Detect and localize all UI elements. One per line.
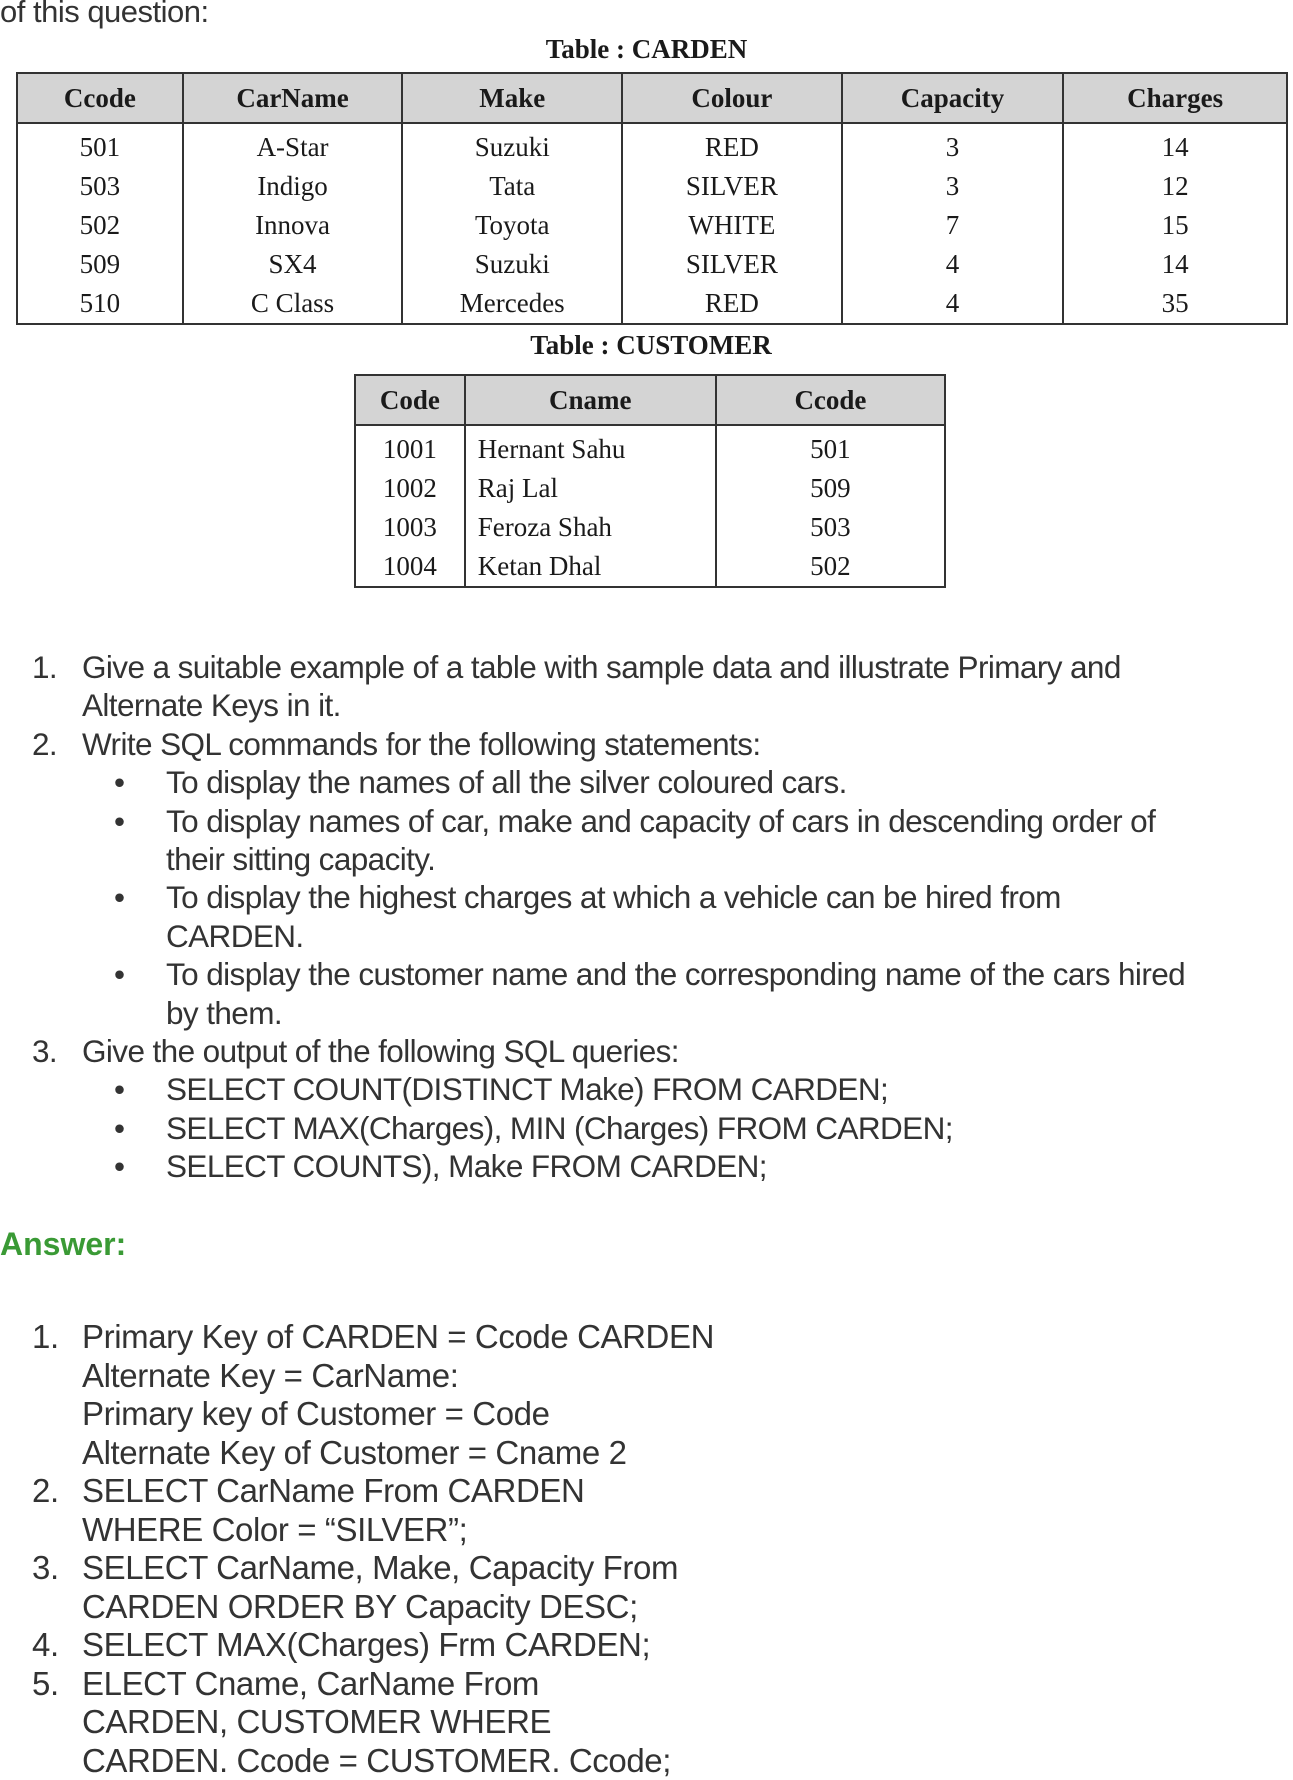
carden-header-row — [17, 73, 1287, 123]
bullet-text-line: To display the highest charges at which a vehicle can be hired from — [166, 878, 1293, 916]
carden-header-make: Make — [402, 73, 622, 123]
table-row — [355, 469, 945, 508]
answer-continued — [0, 1588, 1293, 1627]
carden-table — [16, 72, 1288, 325]
question-3-bullet — [0, 1147, 1293, 1185]
question-2-bullet — [0, 763, 1293, 801]
cell-make: Toyota — [402, 206, 622, 245]
cell-charges: 14 — [1063, 123, 1287, 167]
answer-number: 1. — [32, 1318, 72, 1357]
cell-carname: SX4 — [183, 245, 403, 284]
customer-header-code: Code — [355, 375, 465, 425]
bullet-continued — [0, 840, 1293, 878]
cell-cname: Ketan Dhal — [465, 547, 716, 587]
bullet-icon: • — [114, 802, 124, 840]
customer-table — [354, 374, 946, 588]
cell-charges: 14 — [1063, 245, 1287, 284]
answer-item-5 — [0, 1665, 1293, 1704]
cell-make: Suzuki — [402, 245, 622, 284]
answer-continued — [0, 1511, 1293, 1550]
cell-make: Mercedes — [402, 284, 622, 324]
bullet-continued — [0, 994, 1293, 1032]
cell-cname: Hernant Sahu — [465, 425, 716, 469]
cell-ccode: 509 — [17, 245, 183, 284]
carden-table-caption: Table : CARDEN — [0, 34, 1293, 65]
answer-text-line: ELECT Cname, CarName From — [82, 1665, 1293, 1704]
bullet-continued — [0, 917, 1293, 955]
question-number: 1. — [32, 648, 72, 686]
cell-cname: Raj Lal — [465, 469, 716, 508]
question-3-bullet — [0, 1109, 1293, 1147]
intro-text: of this question: — [0, 0, 209, 30]
cell-ccode: 502 — [17, 206, 183, 245]
question-1-continued — [0, 686, 1293, 724]
cell-colour: SILVER — [622, 167, 842, 206]
answer-number: 5. — [32, 1665, 72, 1704]
cell-capacity: 4 — [842, 284, 1064, 324]
answer-continued — [0, 1395, 1293, 1434]
table-row — [355, 508, 945, 547]
question-text-line: Write SQL commands for the following statements: — [82, 725, 1293, 763]
cell-ccode: 503 — [17, 167, 183, 206]
answer-text-line: Primary key of Customer = Code — [82, 1395, 1293, 1434]
bullet-text-line: by them. — [166, 994, 1293, 1032]
cell-make: Tata — [402, 167, 622, 206]
cell-capacity: 3 — [842, 123, 1064, 167]
table-row — [17, 284, 1287, 324]
cell-code: 1004 — [355, 547, 465, 587]
answer-text-line: CARDEN, CUSTOMER WHERE — [82, 1703, 1293, 1742]
bullet-icon: • — [114, 955, 124, 993]
question-number: 2. — [32, 725, 72, 763]
customer-table-caption: Table : CUSTOMER — [355, 330, 947, 361]
answer-text-line: Alternate Key of Customer = Cname 2 — [82, 1434, 1293, 1473]
answer-item-1 — [0, 1318, 1293, 1357]
cell-charges: 12 — [1063, 167, 1287, 206]
cell-colour: WHITE — [622, 206, 842, 245]
cell-cname: Feroza Shah — [465, 508, 716, 547]
cell-capacity: 7 — [842, 206, 1064, 245]
bullet-text-line: CARDEN. — [166, 917, 1293, 955]
carden-header-charges: Charges — [1063, 73, 1287, 123]
answer-heading: Answer: — [0, 1226, 126, 1263]
cell-colour: RED — [622, 123, 842, 167]
question-2-bullet — [0, 878, 1293, 916]
answer-continued — [0, 1703, 1293, 1742]
cell-code: 1003 — [355, 508, 465, 547]
cell-code: 1002 — [355, 469, 465, 508]
cell-carname: C Class — [183, 284, 403, 324]
bullet-icon: • — [114, 1147, 124, 1185]
table-row — [17, 245, 1287, 284]
question-2 — [0, 725, 1293, 763]
cell-colour: SILVER — [622, 245, 842, 284]
answer-text-line: WHERE Color = “SILVER”; — [82, 1511, 1293, 1550]
bullet-text-line: To display the names of all the silver coloured cars. — [166, 763, 1293, 801]
bullet-text-line: To display names of car, make and capacity of cars in descending order of — [166, 802, 1293, 840]
table-row — [17, 123, 1287, 167]
cell-carname: Indigo — [183, 167, 403, 206]
cell-charges: 35 — [1063, 284, 1287, 324]
cell-capacity: 3 — [842, 167, 1064, 206]
answer-text-line: Alternate Key = CarName: — [82, 1357, 1293, 1396]
cell-ccode: 510 — [17, 284, 183, 324]
answer-continued — [0, 1742, 1293, 1780]
question-3-bullet — [0, 1070, 1293, 1108]
cell-capacity: 4 — [842, 245, 1064, 284]
answer-number: 3. — [32, 1549, 72, 1588]
answer-number: 4. — [32, 1626, 72, 1665]
cell-ccode: 503 — [716, 508, 945, 547]
cell-ccode: 509 — [716, 469, 945, 508]
question-text-line: Give the output of the following SQL queries: — [82, 1032, 1293, 1070]
customer-header-ccode: Ccode — [716, 375, 945, 425]
cell-ccode: 501 — [17, 123, 183, 167]
answer-continued — [0, 1357, 1293, 1396]
answer-continued — [0, 1434, 1293, 1473]
answer-number: 2. — [32, 1472, 72, 1511]
bullet-icon: • — [114, 1070, 124, 1108]
customer-header-cname: Cname — [465, 375, 716, 425]
carden-header-carname: CarName — [183, 73, 403, 123]
cell-carname: Innova — [183, 206, 403, 245]
answer-item-4 — [0, 1626, 1293, 1665]
table-row — [355, 425, 945, 469]
cell-code: 1001 — [355, 425, 465, 469]
cell-make: Suzuki — [402, 123, 622, 167]
question-2-bullet — [0, 955, 1293, 993]
answer-item-3 — [0, 1549, 1293, 1588]
bullet-text-line: To display the customer name and the corresponding name of the cars hired — [166, 955, 1293, 993]
answer-text-line: Primary Key of CARDEN = Ccode CARDEN — [82, 1318, 1293, 1357]
table-row — [355, 547, 945, 587]
question-3 — [0, 1032, 1293, 1070]
question-1 — [0, 648, 1293, 686]
bullet-text-line: their sitting capacity. — [166, 840, 1293, 878]
answer-text-line: CARDEN ORDER BY Capacity DESC; — [82, 1588, 1293, 1627]
question-2-bullet — [0, 802, 1293, 840]
carden-header-capacity: Capacity — [842, 73, 1064, 123]
bullet-icon: • — [114, 878, 124, 916]
bullet-icon: • — [114, 1109, 124, 1147]
carden-header-ccode: Ccode — [17, 73, 183, 123]
cell-charges: 15 — [1063, 206, 1287, 245]
question-number: 3. — [32, 1032, 72, 1070]
answer-item-2 — [0, 1472, 1293, 1511]
question-text-line: Give a suitable example of a table with sample data and illustrate Primary and — [82, 648, 1293, 686]
table-row — [17, 167, 1287, 206]
cell-colour: RED — [622, 284, 842, 324]
sql-query-text: SELECT MAX(Charges), MIN (Charges) FROM CARDEN; — [166, 1109, 1293, 1147]
answer-text-line: SELECT CarName, Make, Capacity From — [82, 1549, 1293, 1588]
sql-query-text: SELECT COUNTS), Make FROM CARDEN; — [166, 1147, 1293, 1185]
answer-text-line: SELECT MAX(Charges) Frm CARDEN; — [82, 1626, 1293, 1665]
cell-ccode: 501 — [716, 425, 945, 469]
question-list — [0, 648, 1293, 1186]
answer-text-line: CARDEN. Ccode = CUSTOMER. Ccode; — [82, 1742, 1293, 1780]
sql-query-text: SELECT COUNT(DISTINCT Make) FROM CARDEN; — [166, 1070, 1293, 1108]
carden-header-colour: Colour — [622, 73, 842, 123]
cell-carname: A-Star — [183, 123, 403, 167]
table-row — [17, 206, 1287, 245]
customer-header-row — [355, 375, 945, 425]
question-text-line: Alternate Keys in it. — [82, 686, 1293, 724]
answer-text-line: SELECT CarName From CARDEN — [82, 1472, 1293, 1511]
answer-list — [0, 1318, 1293, 1780]
bullet-icon: • — [114, 763, 124, 801]
cell-ccode: 502 — [716, 547, 945, 587]
